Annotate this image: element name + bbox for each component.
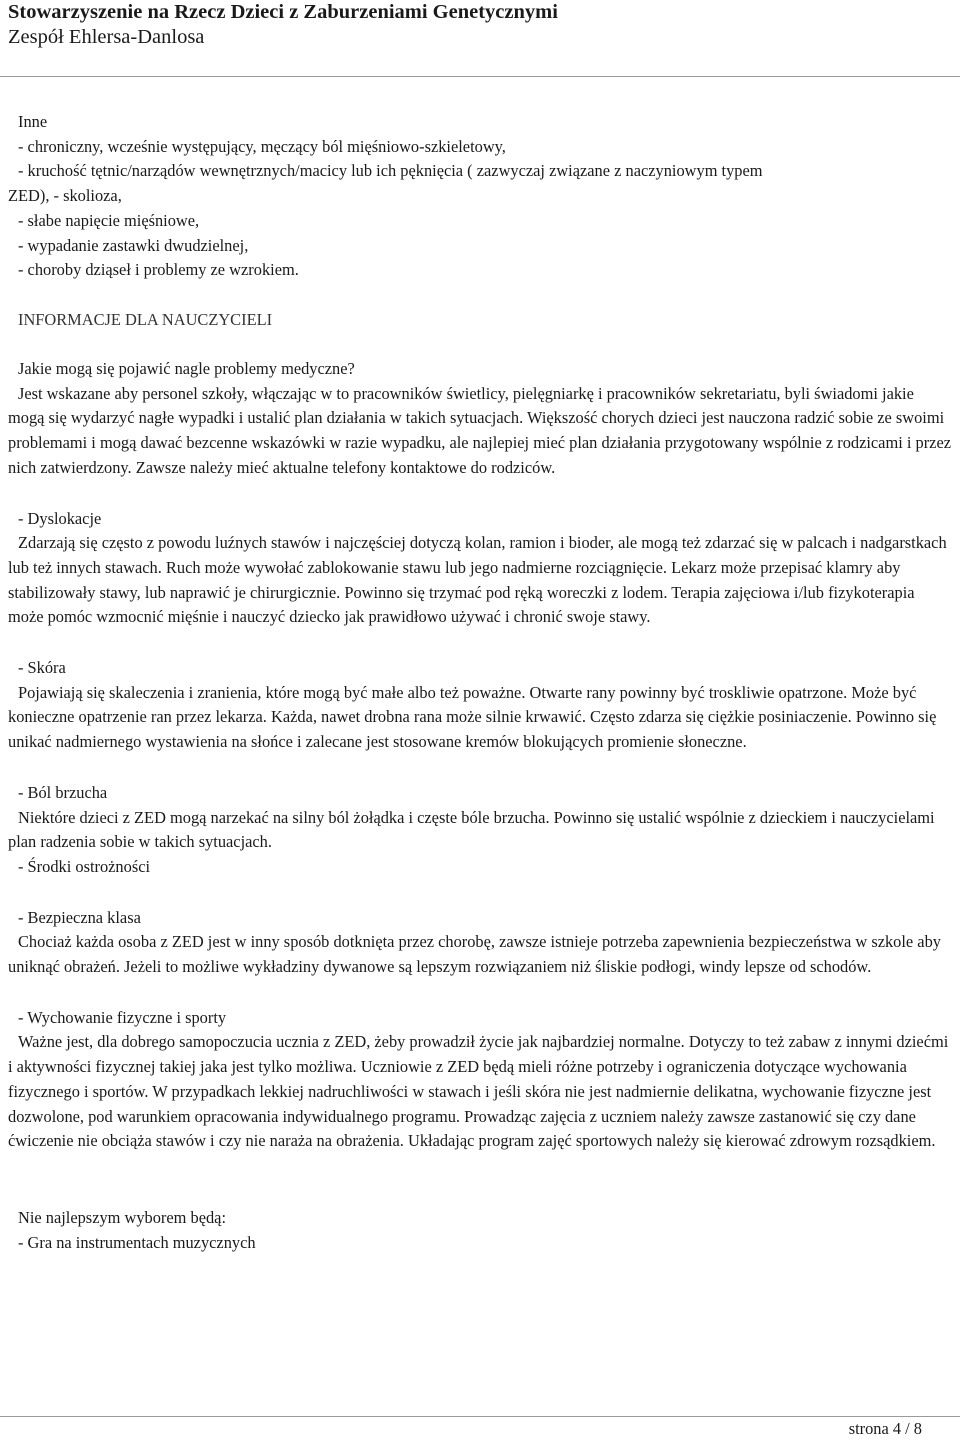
section-text-dislocations [8,531,954,630]
spacer [8,332,954,357]
other-line: - chroniczny, wcześnie występujący, męczący ból mięśniowo-szkieletowy, [18,136,506,156]
section-text: Niektóre dzieci z ZED mogą narzekać na silny ból żołądka i częste bóle brzucha. Powinno się ustalić wspólnie z dzieckiem i nauczycielami plan radzenia sobie w takich sytuacjach. [8,807,935,852]
header-divider [0,76,960,77]
section-text: Chociaż każda osoba z ZED jest w inny sposób dotknięta przez chorobę, zawsze istnieje potrzeba zapewnienia bezpieczeństwa w szkole aby uniknąć obrażeń. Jeżeli to możliwe wykładziny dywanowe są lepszym rozwiązaniem niż śliskie podłogi, windy lepsze od schodów. [8,932,941,977]
spacer [8,980,954,1006]
other-line: - wypadanie zastawki dwudzielnej, [18,235,249,255]
question-heading: Jakie mogą się pojawić nagle problemy medyczne? [18,359,355,378]
page-header [8,0,952,50]
spacer [8,1154,954,1180]
section-text: Zdarzają się często z powodu luźnych stawów i najczęściej dotyczą kolan, ramion i bioder, ale mogą też zdarzać się w palcach i nadgarstkach lub też innych stawach. Ruch może wywołać zablokowanie stawu lub jego nadmierne rozciągnięcie. Lekarz może przepisać klamry aby stabilizowały stawy, lub naprawić je chirurgicznie. Powinno się trzymać pod ręką woreczki z lodem. Terapia zajęciowa i/lub fizykoterapia może pomóc wzmocnić mięśnie i nauczyć dziecko jak prawidłowo używać i chronić swoje stawy. [8,533,947,627]
section-text: Ważne jest, dla dobrego samopoczucia ucznia z ZED, żeby prowadził życie jak najbardziej normalne. Dotyczy to też zabaw z innymi dziećmi i aktywności fizycznej takiej jaka jest tylko możliwa. Uczniowie z ZED będą mieli różne potrzeby i ograniczenia dotyczące wychowania fizycznego i sportów. W przypadkach lekkiej nadruchliwości w stawach i jeśli skóra nie jest nadmiernie delikatna, wychowanie fizyczne jest dozwolone, pod warunkiem opracowania indywidualnego programu. Prowadząc zajęcia z uczniem należy zawsze zastanowić się czy dane ćwiczenie nie obciąża stawów i czy nie naraża na obrażenia. Układając program zajęć sportowych należy się kierować zdrowym rozsądkiem. [8,1032,949,1151]
section-heading-skin: - Skóra [18,658,66,678]
other-line: - kruchość tętnic/narządów wewnętrznych/macicy lub ich pęknięcia ( zazwyczaj związane z naczyniowym typem [18,161,763,181]
section-heading-dislocations: - Dyslokacje [18,508,102,528]
other-line: - choroby dziąseł i problemy ze wzrokiem. [18,260,299,280]
section-heading-safe-classroom: - Bezpieczna klasa [18,907,141,927]
section-text: Pojawiają się skaleczenia i zranienia, które mogą być małe albo też poważne. Otwarte rany powinny być troskliwie opatrzone. Może być konieczne opatrzenie ran przez lekarza. Każda, nawet drobna rana może silnie krwawić. Często zdarza się ciężkie posiniaczenie. Powinno się unikać nadmiernego wystawienia na słońce i zalecane jest stosowane kremów blokujących promienie słoneczne. [8,682,937,752]
not-best-heading: Nie najlepszym wyborem będą: [18,1207,227,1227]
section-heading-pe-sports: - Wychowanie fizyczne i sporty [18,1007,227,1027]
teachers-heading: INFORMACJE DLA NAUCZYCIELI [18,309,273,329]
organization-title: Stowarzyszenie na Rzecz Dzieci z Zaburzeniami Genetycznymi [8,1,558,23]
other-heading: Inne [18,112,48,131]
footer-divider [0,1416,960,1417]
spacer [8,755,954,781]
spacer [8,1180,954,1206]
spacer [8,481,954,507]
section-text-skin [8,681,954,755]
other-line: ZED), - skolioza, [8,186,122,206]
section-heading-precautions: - Środki ostrożności [18,856,151,876]
intro-paragraph [8,382,954,481]
section-text-abdominal-pain [8,806,954,855]
spacer [8,283,954,308]
page-number: strona 4 / 8 [848,1419,922,1438]
intro-text: Jest wskazane aby personel szkoły, włączając w to pracowników świetlicy, pielęgniarkę i pracowników sekretariatu, byli świadomi jakie mogą się wydarzyć nagłe wypadki i ustalić plan działania w takich sytuacjach. Większość chorych dzieci jest nauczona radzić sobie ze swoimi problemami i mogą dawać bezcenne wskazówki w razie wypadku, ale najlepiej mieć plan działania przygotowany wspólnie z rodzicami i przez nich zatwierdzony. Zawsze należy mieć aktualne telefony kontaktowe do rodziców. [8,383,951,477]
other-line: - słabe napięcie mięśniowe, [18,210,200,230]
section-text-pe-sports [8,1030,954,1154]
section-text-safe-classroom [8,930,954,979]
document-subtitle: Zespół Ehlersa-Danlosa [8,26,205,48]
document-body [8,110,954,1255]
section-heading-abdominal-pain: - Ból brzucha [18,782,108,802]
spacer [8,880,954,906]
spacer [8,630,954,656]
not-best-item: - Gra na instrumentach muzycznych [18,1232,256,1252]
